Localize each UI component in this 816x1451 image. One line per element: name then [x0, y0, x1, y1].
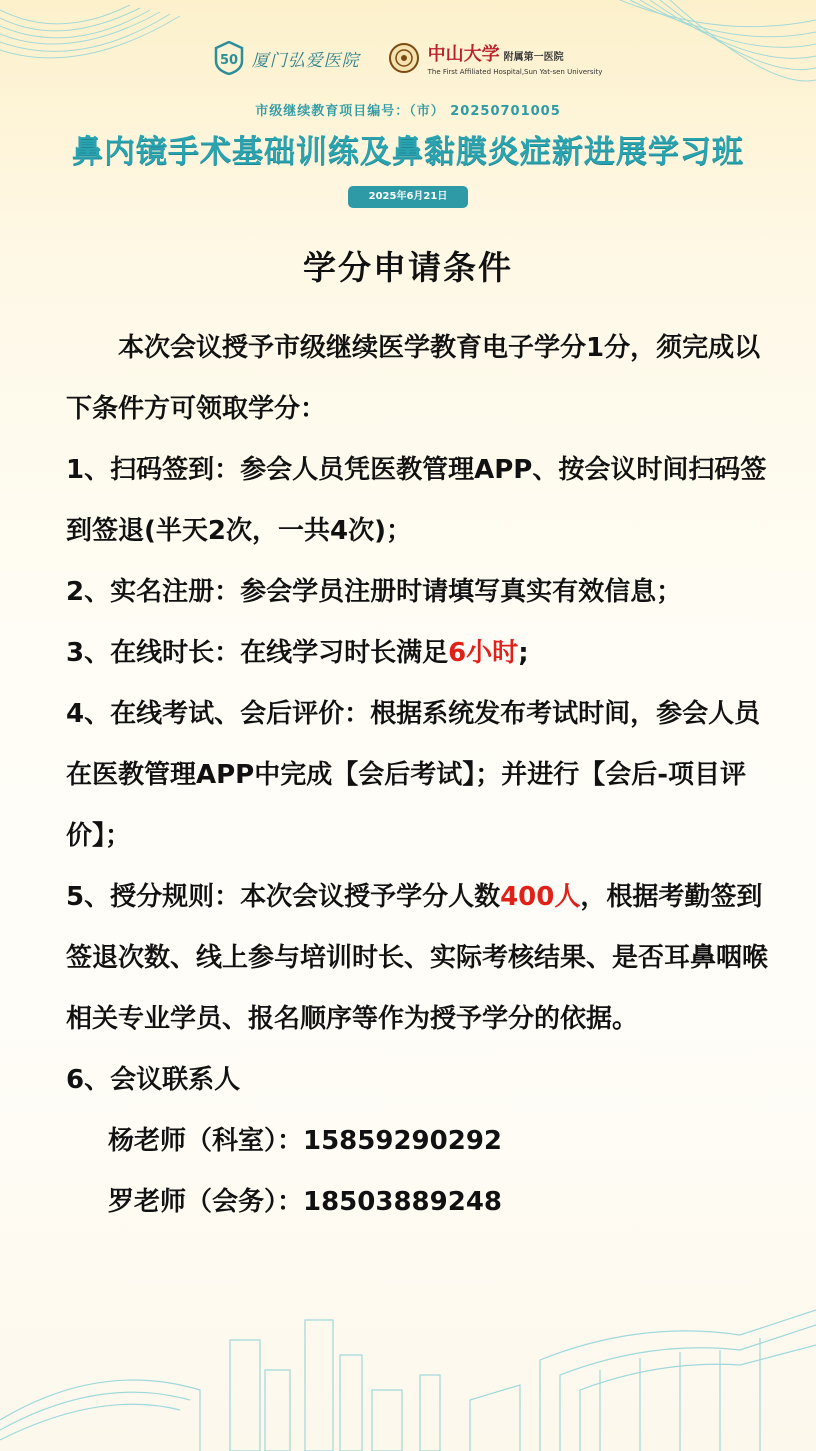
condition-item-3: 3、在线时长：在线学习时长满足6小时;: [66, 638, 529, 668]
condition-item-6: 6、会议联系人: [66, 1065, 241, 1095]
highlight-hours: 6小时: [448, 638, 519, 668]
sysu-seal-icon: [388, 42, 420, 74]
sysu-logo-cn: 中山大学 附属第一医院: [427, 44, 564, 65]
condition-item-5: 5、授分规则：本次会议授予学分人数400人，根据考勤签到签退次数、线上参与培训时长、实际考核结果、是否耳鼻咽喉相关专业学员、报名顺序等作为授予学分的依据。: [66, 882, 769, 1034]
highlight-quota: 400人: [500, 882, 581, 912]
contact-yang: 杨老师（科室）：15859290292: [108, 1126, 502, 1156]
condition-item-2: 2、实名注册：参会学员注册时请填写真实有效信息；: [66, 577, 683, 607]
svg-text:50: 50: [219, 53, 238, 68]
sysu-logo-en: The First Affiliated Hospital,Sun Yat-sen University: [427, 68, 603, 76]
intro-paragraph: 本次会议授予市级继续医学教育电子学分1分，须完成以下条件方可领取学分：: [66, 333, 761, 424]
contact-luo: 罗老师（会务）：18503889248: [108, 1187, 502, 1217]
hongai-hospital-logo: [214, 41, 360, 75]
condition-item-4: 4、在线考试、会后评价：根据系统发布考试时间，参会人员在医教管理APP中完成【会后考试】；并进行【会后-项目评价】；: [66, 699, 761, 851]
city-skyline-decoration: [0, 1300, 816, 1451]
course-title: 鼻内镜手术基础训练及鼻黏膜炎症新进展学习班: [72, 134, 744, 170]
project-code: 市级继续教育项目编号：（市） 20250701005: [255, 104, 561, 119]
sysu-hospital-logo: [388, 40, 603, 76]
hongai-logo-text: 厦门弘爱医院: [251, 50, 360, 71]
hongai-emblem-icon: [214, 41, 244, 75]
credit-conditions: [66, 318, 770, 1233]
date-badge: 2025年6月21日: [348, 186, 468, 208]
condition-item-1: 1、扫码签到：参会人员凭医教管理APP、按会议时间扫码签到签退(半天2次，一共4次)；: [66, 455, 767, 546]
section-title: 学分申请条件: [303, 248, 513, 287]
logo-bar: [0, 40, 816, 76]
